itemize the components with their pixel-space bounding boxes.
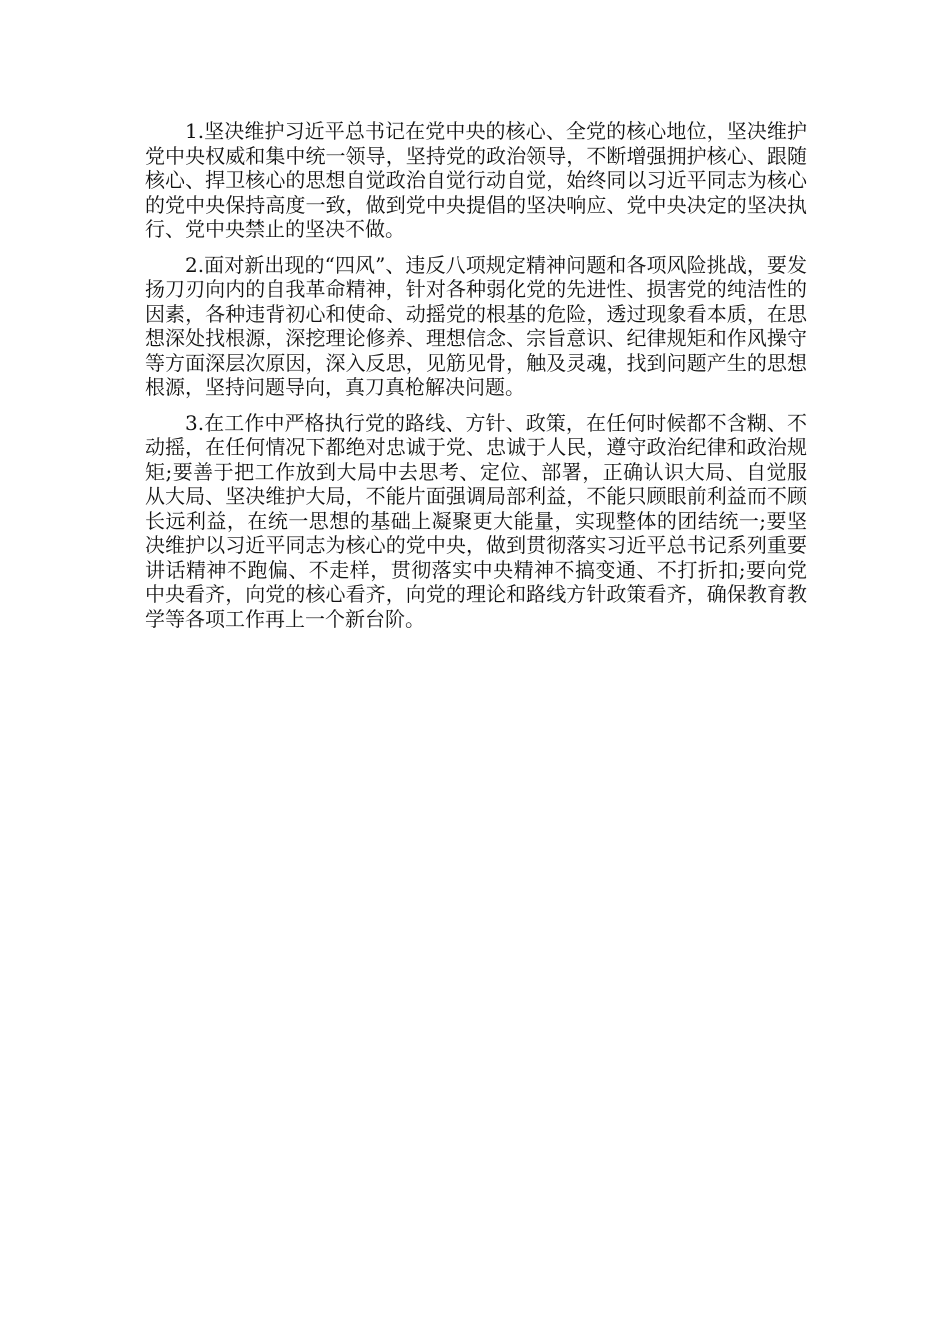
paragraph-2: 2.面对新出现的“四风”、违反八项规定精神问题和各项风险挑战，要发扬刀刃向内的自我革命精神，针对各种弱化党的先进性、损害党的纯洁性的因素，各种违背初心和使命、动摇党的根基的危险，透过现象看本质，在思想深处找根源，深挖理论修养、理想信念、宗旨意识、纪律规矩和作风操守等方面深层次原因，深入反思，见筋见骨，触及灵魂，找到问题产生的思想根源，坚持问题导向，真刀真枪解决问题。 <box>145 252 807 399</box>
paragraph-3: 3.在工作中严格执行党的路线、方针、政策，在任何时候都不含糊、不动摇，在任何情况下都绝对忠诚于党、忠诚于人民，遵守政治纪律和政治规矩;要善于把工作放到大局中去思考、定位、部署，正确认识大局、自觉服从大局、坚决维护大局，不能片面强调局部利益，不能只顾眼前利益而不顾长远利益，在统一思想的基础上凝聚更大能量，实现整体的团结统一;要坚决维护以习近平同志为核心的党中央，做到贯彻落实习近平总书记系列重要讲话精神不跑偏、不走样，贯彻落实中央精神不搞变通、不打折扣;要向党中央看齐，向党的核心看齐，向党的理论和路线方针政策看齐，确保教育教学等各项工作再上一个新台阶。 <box>145 410 807 631</box>
document-body <box>145 119 807 642</box>
paragraph-1: 1.坚决维护习近平总书记在党中央的核心、全党的核心地位，坚决维护党中央权威和集中统一领导，坚持党的政治领导，不断增强拥护核心、跟随核心、捍卫核心的思想自觉政治自觉行动自觉，始终同以习近平同志为核心的党中央保持高度一致，做到党中央提倡的坚决响应、党中央决定的坚决执行、党中央禁止的坚决不做。 <box>145 119 807 241</box>
